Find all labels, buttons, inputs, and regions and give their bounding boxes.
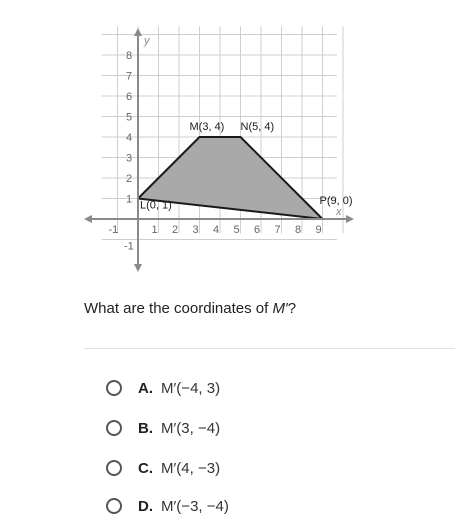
x-tick-label: 1 bbox=[151, 224, 158, 236]
choice-c[interactable] bbox=[106, 456, 220, 480]
choice-letter: D. bbox=[138, 497, 153, 515]
radio-icon[interactable] bbox=[106, 460, 122, 476]
x-tick-label: 8 bbox=[295, 224, 302, 236]
question-variable: M′ bbox=[272, 300, 288, 317]
choice-text: M′(3, −4) bbox=[161, 419, 221, 437]
x-tick-label: 9 bbox=[315, 224, 322, 236]
vertex-label: M(3, 4) bbox=[189, 121, 225, 133]
choice-d[interactable] bbox=[106, 494, 229, 518]
y-tick-label: 2 bbox=[126, 173, 133, 185]
question-suffix: ? bbox=[287, 300, 297, 317]
choice-a[interactable] bbox=[106, 376, 220, 400]
divider bbox=[84, 348, 455, 349]
question-prefix: What are the coordinates of bbox=[84, 300, 273, 317]
y-axis-label: y bbox=[144, 35, 150, 47]
radio-icon[interactable] bbox=[106, 498, 122, 514]
x-tick-label: -1 bbox=[108, 224, 119, 236]
y-tick-label: 8 bbox=[126, 50, 133, 62]
y-tick-label: 7 bbox=[126, 70, 133, 83]
x-axis-arrow-left bbox=[84, 215, 92, 223]
question-text bbox=[84, 300, 296, 317]
y-tick-label: 6 bbox=[126, 91, 133, 103]
x-tick-label: 5 bbox=[233, 224, 240, 236]
y-tick-label: -1 bbox=[124, 240, 134, 253]
x-tick-label: 4 bbox=[213, 224, 220, 236]
x-axis-label: x bbox=[336, 206, 342, 218]
choice-b[interactable] bbox=[106, 416, 220, 440]
vertex-label: P(9, 0) bbox=[319, 195, 353, 207]
y-tick-label: 4 bbox=[126, 132, 133, 144]
y-tick-label: 3 bbox=[126, 152, 133, 165]
x-axis-arrow-right bbox=[346, 215, 354, 223]
radio-icon[interactable] bbox=[106, 420, 122, 436]
choice-text: M′(−3, −4) bbox=[161, 497, 229, 515]
x-tick-label: 3 bbox=[192, 224, 199, 236]
y-tick-label: 1 bbox=[126, 193, 133, 206]
choice-text: M′(−4, 3) bbox=[161, 379, 221, 397]
y-tick-label: 5 bbox=[126, 111, 133, 124]
vertex-label: N(5, 4) bbox=[240, 121, 275, 133]
vertex-label: L(0, 1) bbox=[140, 199, 172, 212]
x-tick-label: 6 bbox=[254, 224, 261, 236]
radio-icon[interactable] bbox=[106, 380, 122, 396]
y-axis-arrow-up bbox=[134, 28, 142, 36]
x-tick-label: 7 bbox=[274, 224, 281, 236]
choice-text: M′(4, −3) bbox=[161, 459, 221, 477]
choice-letter: B. bbox=[138, 419, 153, 437]
choice-letter: C. bbox=[138, 459, 153, 477]
y-axis-arrow-down bbox=[134, 264, 142, 272]
choice-letter: A. bbox=[138, 379, 153, 397]
x-tick-label: 2 bbox=[172, 224, 179, 236]
